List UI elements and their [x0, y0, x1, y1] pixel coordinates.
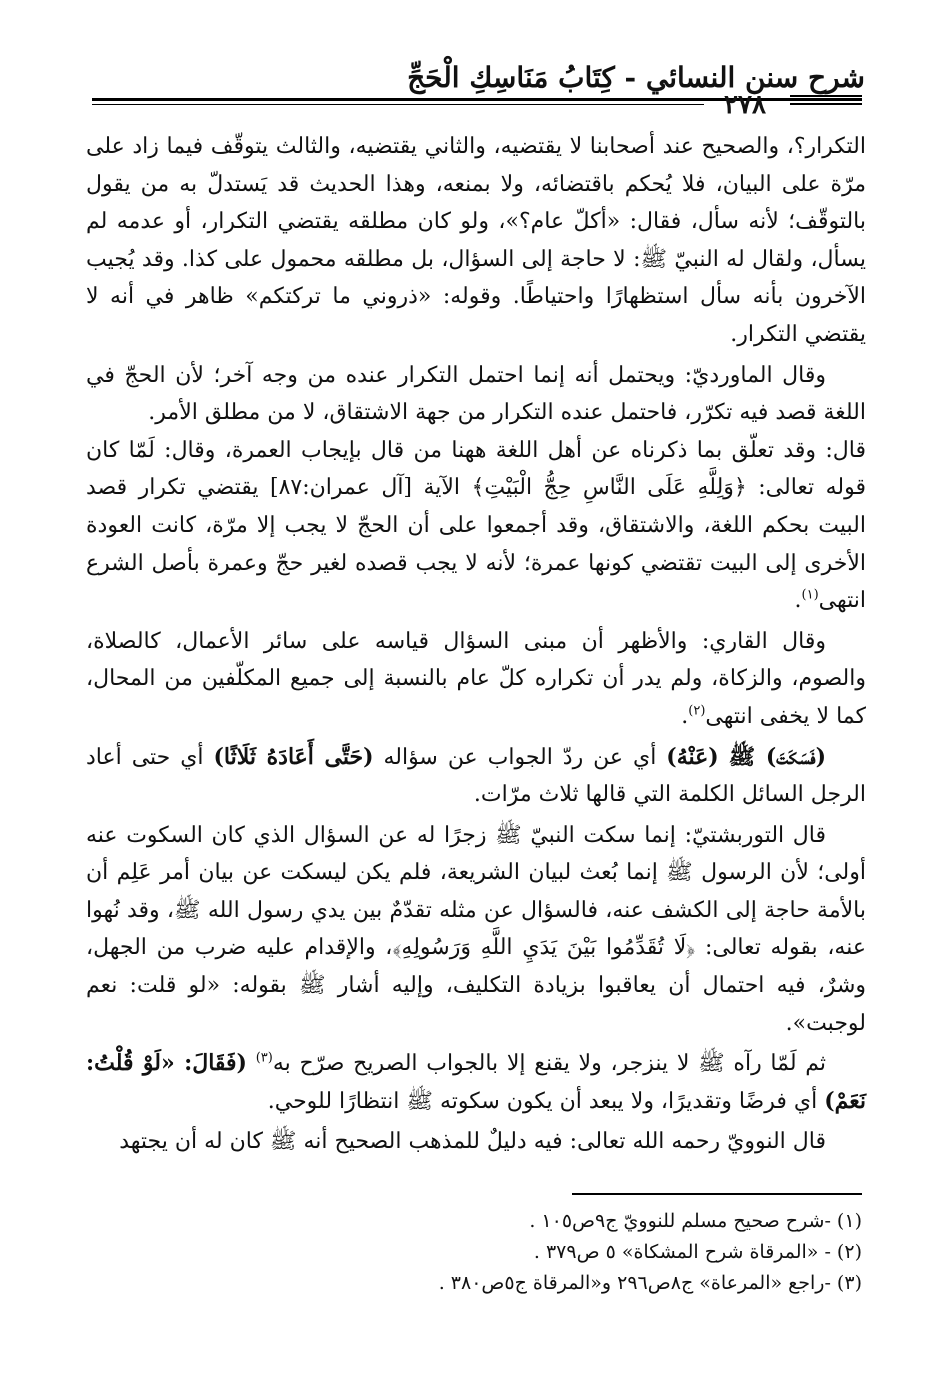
paragraph-text: أي حتى أعاد الرجل السائل الكلمة التي قالها ثلاث مرّات.	[86, 744, 866, 808]
paragraph	[86, 739, 866, 814]
footnote: (٣) -راجع «المرعاة» ج٨ص٢٩٦ و«المرقاة ج٥ص٣٨٠ .	[438, 1272, 862, 1294]
paragraph-end: .	[681, 703, 689, 729]
body-text	[86, 128, 866, 1161]
header-rule-thin	[92, 104, 704, 105]
paragraph: قال التوربشتيّ: إنما سكت النبيّ ﷺ زجرًا له عن السؤال الذي كان السكوت عنه أولى؛ لأن الرسول ﷺ إنما بُعث لبيان الشريعة، فلم يكن ليسكت عن بيان أمر عَلِم أن بالأمة حاجة إلى الكشف عنه، فالسؤال عن مثله تقدّمٌ بين يدي رسول الله ﷺ، وقد نُهوا عنه، بقوله تعالى: ﴿لَا تُقَدِّمُوا بَيْنَ يَدَيِ اللَّهِ وَرَسُولِهِ﴾، والإقدام عليه ضرب من الجهل، وشرٌ، فيه احتمال أن يعاقبوا بزيادة التكليف، وإليه أشار ﷺ بقوله: «لو قلت: نعم لوجبت».	[86, 822, 866, 1036]
paragraph: قال النوويّ رحمه الله تعالى: فيه دليلٌ للمذهب الصحيح أنه ﷺ كان له أن يجتهد	[119, 1129, 826, 1155]
paragraph-text: أي عن ردّ الجواب عن سؤاله	[383, 744, 657, 770]
footnote-ref: (١)	[801, 587, 819, 603]
page-number: ٢٧٨	[724, 90, 766, 120]
paragraph-text: أي فرضًا وتقديرًا، ولا يبعد أن يكون سكوته ﷺ انتظارًا للوحي.	[267, 1088, 818, 1114]
running-title: شرح سنن النسائي - كِتَابُ مَنَاسِكِ الْحَجِّ	[407, 61, 865, 94]
footnote-ref: (٢)	[688, 703, 706, 719]
paragraph	[86, 1045, 866, 1120]
footnotes	[300, 1206, 862, 1299]
matn-quote: (فَسَكَتَ) ﷺ	[728, 743, 826, 770]
paragraph-end: .	[794, 588, 802, 614]
footnote: (٢) - «المرقاة شرح المشكاة» ٥ ص٣٧٩ .	[533, 1241, 862, 1263]
paragraph: وقال الماورديّ: ويحتمل أنه إنما احتمل التكرار عنده من وجه آخر؛ لأن الحجّ في اللغة قصد فيه تكرّر، فاحتمل عنده التكرار من جهة الاشتقاق، لا من مطلق الأمر.	[86, 362, 866, 426]
matn-quote: (عَنْهُ)	[666, 743, 719, 770]
page-number-rule-top	[790, 95, 862, 97]
matn-quote: (فَقَالَ: «لَوْ قُلْتُ: نَعَمْ)	[86, 1050, 866, 1114]
footnote: (١) -شرح صحيح مسلم للنوويّ ج٩ص١٠٥ .	[529, 1210, 862, 1232]
footnote-ref: (٣)	[255, 1050, 273, 1066]
paragraph: التكرار؟، والصحيح عند أصحابنا لا يقتضيه، والثاني يقتضيه، والثالث يتوقّف فيما زاد على مرّة على البيان، فلا يُحكم باقتضائه، ولا بمنعه، وهذا الحديث قد يَستدلّ به من يقول بالتوقّف؛ لأنه سأل، فقال: «أكلّ عام؟»، ولو كان مطلقه يقتضي التكرار، أو عدمه لم يسأل، ولقال له النبيّ ﷺ: لا حاجة إلى السؤال، بل مطلقه محمول على كذا. وقد يُجيب الآخرون بأنه سأل استظهارًا واحتياطًا. وقوله: «ذروني ما تركتكم» ظاهر في أنه لا يقتضي التكرار.	[86, 134, 866, 347]
paragraph	[86, 623, 866, 736]
page-number-rule-bottom	[790, 103, 862, 105]
paragraph-text: وقال القاري: والأظهر أن مبنى السؤال قياسه على سائر الأعمال، كالصلاة، والصوم، والزكاة، ولم يدر أن تكراره كلّ عام بالنسبة إلى جميع المكلّفين من المحال، كما لا يخفى انتهى	[86, 628, 866, 729]
paragraph-text: قال: وقد تعلّق بما ذكرناه عن أهل اللغة ههنا من قال بإيجاب العمرة، وقال: لَمّا كان قوله تعالى: ﴿وَلِلَّهِ عَلَى النَّاسِ حِجُّ الْبَيْتِ﴾ الآية [آل عمران:٨٧] يقتضي تكرار قصد البيت بحكم اللغة، والاشتقاق، وقد أجمعوا على أن الحجّ لا يجب إلا مرّة، كانت العودة الأخرى إلى البيت تقتضي كونها عمرة؛ لأنه لا يجب قصده لغير حجّ وعمرة بأصل الشرع انتهى	[86, 437, 866, 614]
footnote-rule	[572, 1193, 862, 1195]
paragraph	[86, 432, 866, 620]
paragraph-text: ثم لَمّا رآه ﷺ لا ينزجر، ولا يقنع إلا بالجواب الصريح صرّح به	[272, 1051, 827, 1077]
matn-quote: (حَتَّى أَعَادَهُ ثَلَاثًا)	[213, 743, 374, 770]
